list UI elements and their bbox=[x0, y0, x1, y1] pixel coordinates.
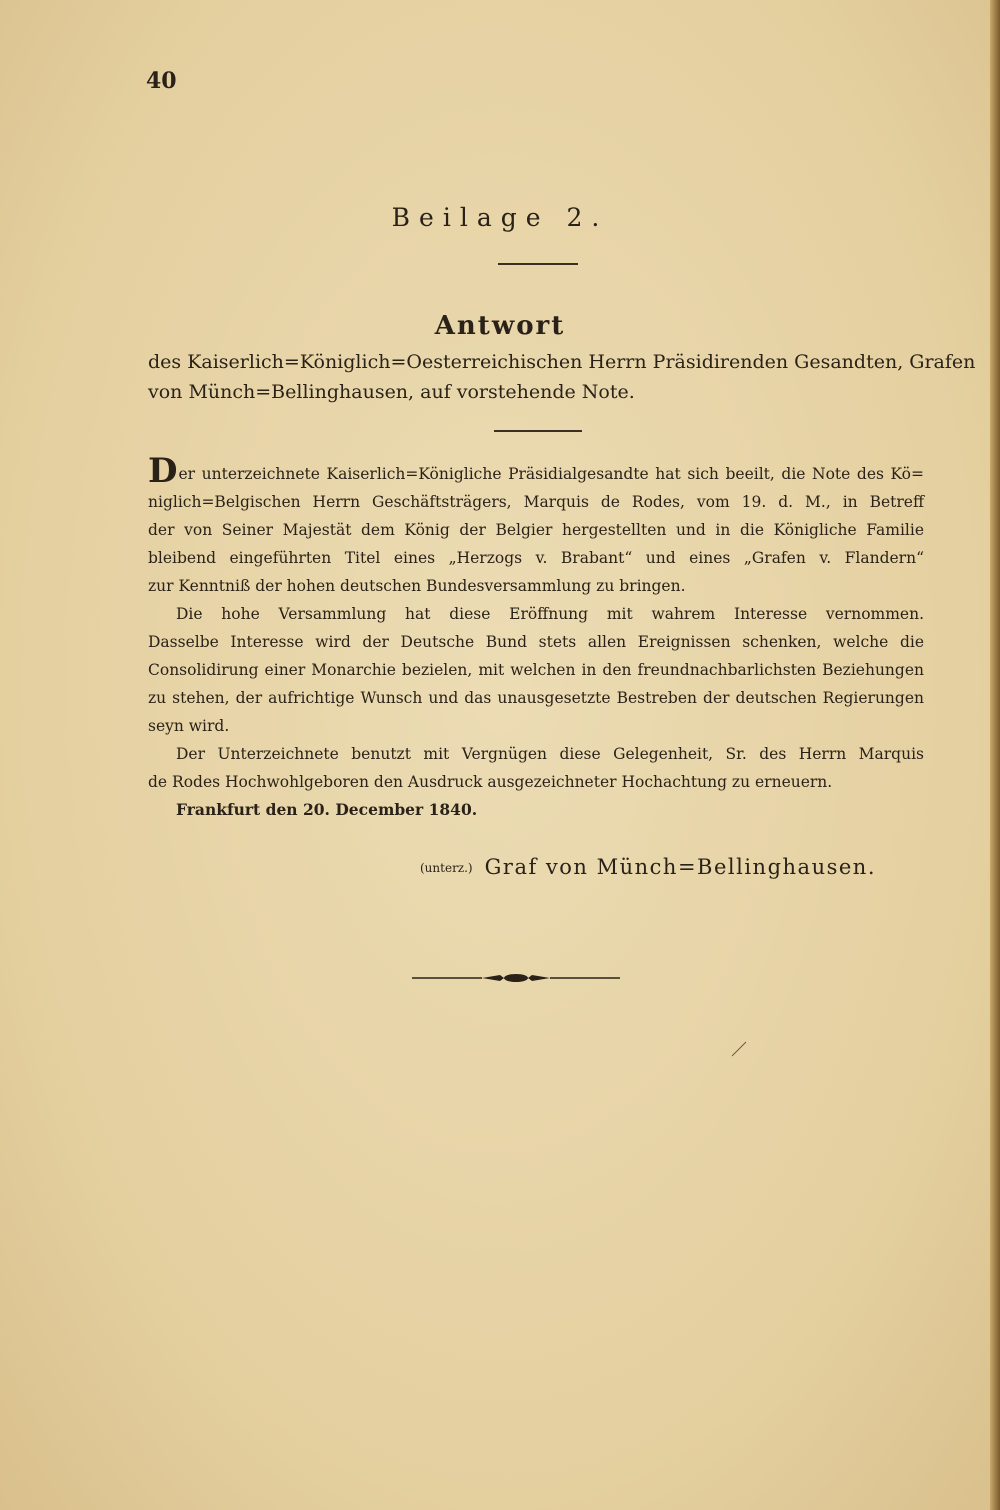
signature-name: Graf von Münch=Bellinghausen. bbox=[484, 855, 876, 879]
body-p1-line: zur Kenntniß der hohen deutschen Bundesversammlung zu bringen. bbox=[148, 577, 686, 595]
end-ornament bbox=[412, 970, 620, 986]
body-p1-line: der von Seiner Majestät dem König der Belgier hergestellten und in die Königliche Familie bbox=[148, 521, 924, 539]
page-number: 40 bbox=[146, 68, 177, 94]
body-p2-line: Dasselbe Interesse wird der Deutsche Bund stets allen Ereignissen schenken, welche die bbox=[148, 633, 924, 651]
subtitle-line-2: von Münch=Bellinghausen, auf vorstehende Note. bbox=[148, 381, 635, 403]
subtitle-line-1: des Kaiserlich=Königlich=Oesterreichischen Herrn Präsidirenden Gesandten, Grafen bbox=[148, 351, 976, 373]
heading-rule bbox=[498, 263, 578, 265]
document-subtitle bbox=[148, 347, 976, 407]
appendix-heading: Beilage 2. bbox=[391, 203, 609, 232]
place-date: Frankfurt den 20. December 1840. bbox=[176, 800, 478, 819]
body-p2-line: Consolidirung einer Monarchie bezielen, mit welchen in den freundnachbarlichsten Beziehungen bbox=[148, 661, 924, 679]
body-p3-line: de Rodes Hochwohlgeboren den Ausdruck ausgezeichneter Hochachtung zu erneuern. bbox=[148, 773, 833, 791]
title-rule bbox=[494, 430, 582, 432]
body-p1-line: niglich=Belgischen Herrn Geschäftsträgers, Marquis de Rodes, vom 19. d. M., in Betreff bbox=[148, 493, 924, 511]
body-p2-line: zu stehen, der aufrichtige Wunsch und das unausgesetzte Bestreben der deutschen Regierungen bbox=[148, 689, 924, 707]
body-p3-line: Der Unterzeichnete benutzt mit Vergnügen diese Gelegenheit, Sr. des Herrn Marquis bbox=[176, 745, 924, 763]
document-title: Antwort bbox=[434, 311, 566, 341]
paper-marks bbox=[730, 1030, 760, 1060]
signature-prefix: (unterz.) bbox=[420, 861, 473, 875]
body-p2-line: Die hohe Versammlung hat diese Eröffnung mit wahrem Interesse vernommen. bbox=[176, 605, 924, 623]
body-p2-line: seyn wird. bbox=[148, 717, 230, 735]
signature bbox=[0, 855, 876, 879]
body-p1-line: Der unterzeichnete Kaiserlich=Königliche Präsidialgesandte hat sich beeilt, die Note des Kö= bbox=[148, 451, 924, 491]
drop-cap: D bbox=[148, 451, 178, 491]
body-p1-line: bleibend eingeführten Titel eines „Herzogs v. Brabant“ und eines „Grafen v. Flandern“ bbox=[148, 549, 924, 567]
document-body bbox=[148, 451, 924, 824]
